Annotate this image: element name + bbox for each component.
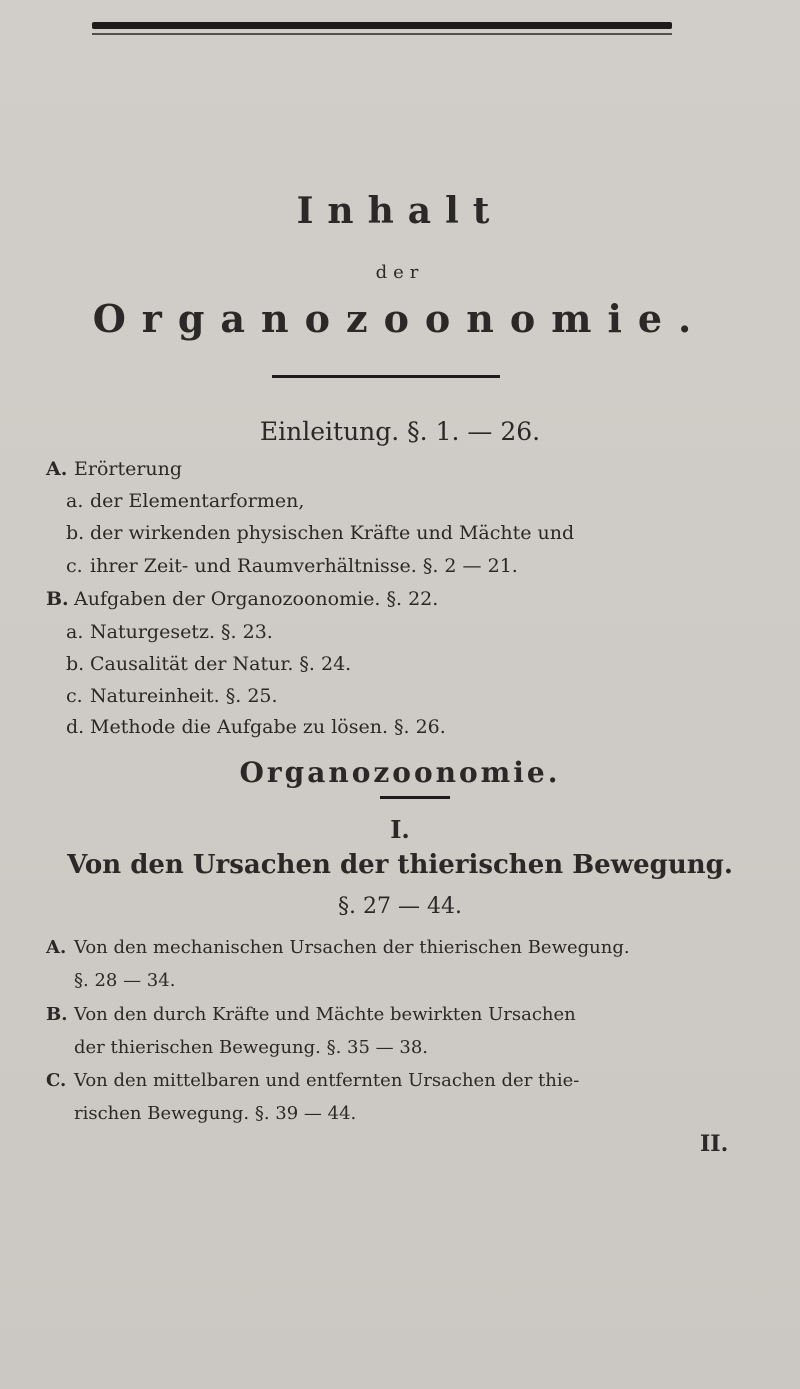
toc-text: der wirkenden physischen Kräfte und Mächte und <box>90 522 575 544</box>
toc-entry <box>74 1103 356 1124</box>
title-inhalt: Inhalt <box>296 190 504 232</box>
toc-entry <box>66 653 351 675</box>
toc-text: Erörterung <box>74 458 183 480</box>
page-title: Organozoonomie. <box>92 296 708 341</box>
toc-text: rischen Bewegung. §. 39 — 44. <box>74 1103 357 1124</box>
top-rule <box>92 22 672 29</box>
toc-text: Causalität der Natur. §. 24. <box>90 653 352 675</box>
section-rule <box>380 796 450 799</box>
toc-text: der thierischen Bewegung. §. 35 — 38. <box>74 1037 429 1058</box>
toc-text: Naturgesetz. §. 23. <box>90 621 273 643</box>
toc-entry <box>46 1070 579 1091</box>
toc-label: d. <box>66 716 85 738</box>
toc-entry <box>46 1004 576 1025</box>
toc-entry <box>46 588 438 610</box>
toc-entry <box>74 1037 428 1058</box>
einleitung-heading: Einleitung. §. 1. — 26. <box>259 417 541 446</box>
toc-entry <box>66 716 446 738</box>
toc-text: der Elementarformen, <box>90 490 305 512</box>
toc-text: Von den mechanischen Ursachen der thierischen Bewegung. <box>74 937 630 958</box>
toc-text: §. 28 — 34. <box>74 970 176 991</box>
toc-label: a. <box>66 490 84 512</box>
toc-entry <box>66 490 304 512</box>
toc-entry <box>66 555 518 577</box>
chapter-number: I. <box>390 815 410 844</box>
toc-label: A. <box>46 937 67 958</box>
top-rule-thin <box>92 33 672 35</box>
toc-label: B. <box>46 588 69 610</box>
toc-text: Methode die Aufgabe zu lösen. §. 26. <box>90 716 446 738</box>
toc-label: c. <box>66 555 83 577</box>
toc-label: c. <box>66 685 83 707</box>
toc-entry <box>46 937 630 958</box>
toc-label: a. <box>66 621 84 643</box>
toc-entry <box>66 685 278 707</box>
title-der: der <box>375 262 425 283</box>
toc-text: Natureinheit. §. 25. <box>90 685 278 707</box>
toc-text: Von den mittelbaren und entfernten Ursachen der thie- <box>74 1070 580 1091</box>
toc-entry <box>74 970 175 991</box>
toc-entry <box>66 522 574 544</box>
toc-label: b. <box>66 653 85 675</box>
toc-text: Aufgaben der Organozoonomie. §. 22. <box>74 588 439 610</box>
toc-text: ihrer Zeit- und Raumverhältnisse. §. 2 — 21. <box>90 555 518 577</box>
chapter-range: §. 27 — 44. <box>338 894 462 919</box>
divider-rule <box>272 375 500 378</box>
toc-entry <box>66 621 273 643</box>
toc-label: B. <box>46 1004 68 1025</box>
chapter-title: Von den Ursachen der thierischen Bewegung. <box>67 850 733 880</box>
toc-entry <box>46 458 182 480</box>
section-title: Organozoonomie. <box>239 756 561 789</box>
toc-label: b. <box>66 522 85 544</box>
toc-label: A. <box>46 458 68 480</box>
toc-label: C. <box>46 1070 67 1091</box>
toc-text: Von den durch Kräfte und Mächte bewirkten Ursachen <box>74 1004 576 1025</box>
catchword: II. <box>700 1131 729 1157</box>
